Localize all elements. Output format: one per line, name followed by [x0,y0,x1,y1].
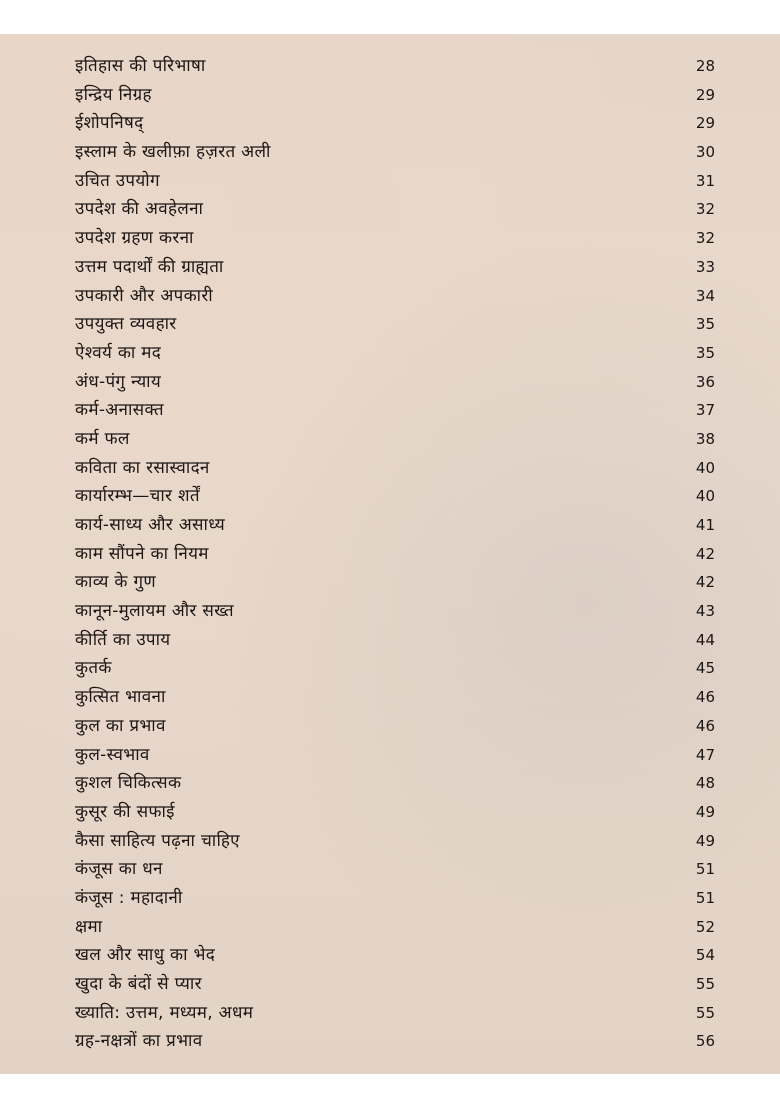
toc-entry-title: उपदेश ग्रहण करना [75,228,194,249]
toc-entry [75,282,715,311]
toc-entry [75,626,715,655]
toc-entry [75,769,715,798]
toc-entry [75,855,715,884]
toc-entry-page: 42 [695,544,715,563]
toc-entry [75,540,715,569]
toc-entry-page: 35 [695,315,715,334]
toc-entry-page: 32 [695,229,715,248]
toc-entry-page: 31 [695,171,715,190]
scanned-page [0,34,780,1074]
toc-entry [75,195,715,224]
toc-entry-title: कुशल चिकित्सक [75,773,182,794]
toc-entry-title: कुत्सित भावना [75,687,166,708]
toc-entry-title: उपकारी और अपकारी [75,285,213,306]
toc-entry-page: 49 [695,831,715,850]
toc-entry-title: इतिहास की परिभाषा [75,56,206,76]
toc-entry-page: 40 [695,487,715,506]
toc-entry-page: 47 [695,745,715,764]
toc-entry-title: कविता का रसास्वादन [75,457,210,478]
toc-entry-page: 38 [695,429,715,448]
toc-entry [75,52,715,81]
toc-entry-title: कार्यारम्भ—चार शर्तें [75,486,200,507]
toc-entry [75,798,715,827]
toc-entry [75,482,715,511]
toc-entry-page: 32 [695,200,715,219]
toc-entry [75,138,715,167]
toc-entry-title: कुल का प्रभाव [75,715,166,736]
toc-entry [75,597,715,626]
table-of-contents [75,52,715,1056]
toc-entry-title: इन्द्रिय निग्रह [75,84,152,105]
toc-entry-title: ख्याति: उत्तम, मध्यम, अधम [75,1002,254,1023]
toc-entry [75,970,715,999]
toc-entry [75,741,715,770]
toc-entry [75,999,715,1028]
toc-entry-page: 41 [695,516,715,534]
toc-entry [75,224,715,253]
toc-entry-page: 34 [695,286,715,305]
toc-entry-page: 51 [695,888,715,907]
toc-entry-page: 55 [695,1003,715,1022]
toc-entry-page: 35 [695,343,715,362]
toc-entry-page: 37 [695,401,715,420]
toc-entry-page: 42 [695,573,715,592]
toc-entry-title: कंजूस का धन [75,859,163,880]
toc-entry [75,941,715,970]
toc-entry [75,1027,715,1056]
toc-entry-title: कंजूस : महादानी [75,887,183,908]
toc-entry-page: 56 [695,1032,715,1051]
toc-entry [75,683,715,712]
toc-entry-title: कानून-मुलायम और सख्त [75,601,234,622]
toc-entry-title: कैसा साहित्य पढ़ना चाहिए [75,830,240,851]
toc-entry-page: 55 [695,975,715,993]
toc-entry-title: कर्म फल [75,428,130,449]
toc-entry [75,568,715,597]
toc-entry [75,396,715,425]
toc-entry-page: 45 [695,659,715,678]
toc-entry [75,109,715,138]
toc-entry-title: काम सौंपने का नियम [75,543,209,564]
toc-entry-title: कीर्ति का उपाय [75,629,171,650]
toc-entry-page: 51 [695,860,715,879]
toc-entry [75,310,715,339]
toc-entry-title: ऐश्वर्य का मद [75,342,162,363]
toc-entry [75,827,715,856]
toc-entry-title: ग्रह-नक्षत्रों का प्रभाव [75,1031,203,1052]
toc-entry-title: काव्य के गुण [75,572,156,593]
toc-entry [75,167,715,196]
toc-entry-page: 54 [695,946,715,965]
toc-entry-page: 49 [695,802,715,821]
toc-entry-page: 36 [695,372,715,391]
toc-entry-page: 48 [695,774,715,793]
toc-entry [75,454,715,483]
toc-entry [75,654,715,683]
toc-entry-title: क्षमा [75,916,103,937]
toc-entry-title: उपयुक्त व्यवहार [75,314,177,335]
toc-entry-title: कुसूर की सफाई [75,801,175,822]
toc-entry-page: 30 [695,143,715,162]
toc-entry-page: 46 [695,716,715,735]
toc-entry-title: कुल-स्वभाव [75,744,150,765]
toc-entry [75,712,715,741]
toc-entry-page: 52 [695,917,715,936]
toc-entry [75,81,715,110]
toc-entry-page: 46 [695,688,715,707]
toc-entry-title: उचित उपयोग [75,170,160,191]
toc-entry-title: उपदेश की अवहेलना [75,199,204,220]
toc-entry-title: ईशोपनिषद् [75,113,144,134]
toc-entry-title: इस्लाम के खलीफ़ा हज़रत अली [75,142,271,163]
toc-entry-title: कर्म-अनासक्त [75,400,164,421]
toc-entry-page: 33 [695,257,715,276]
toc-entry-title: खल और साधु का भेद [75,945,216,966]
toc-entry [75,253,715,282]
toc-entry [75,511,715,540]
toc-entry-page: 40 [695,458,715,477]
toc-entry-page: 44 [695,630,715,649]
toc-entry-title: कुतर्क [75,658,112,679]
toc-entry-title: कार्य-साध्य और असाध्य [75,515,226,535]
toc-entry [75,368,715,397]
toc-entry [75,425,715,454]
toc-entry-page: 43 [695,602,715,621]
toc-entry-title: अंध-पंगु न्याय [75,371,162,392]
toc-entry-title: उत्तम पदार्थों की ग्राह्यता [75,256,224,277]
toc-entry-title: खुदा के बंदों से प्यार [75,974,202,994]
toc-entry-page: 28 [695,57,715,75]
toc-entry-page: 29 [695,114,715,133]
toc-entry-page: 29 [695,85,715,104]
toc-entry [75,884,715,913]
toc-entry [75,339,715,368]
toc-entry [75,913,715,942]
